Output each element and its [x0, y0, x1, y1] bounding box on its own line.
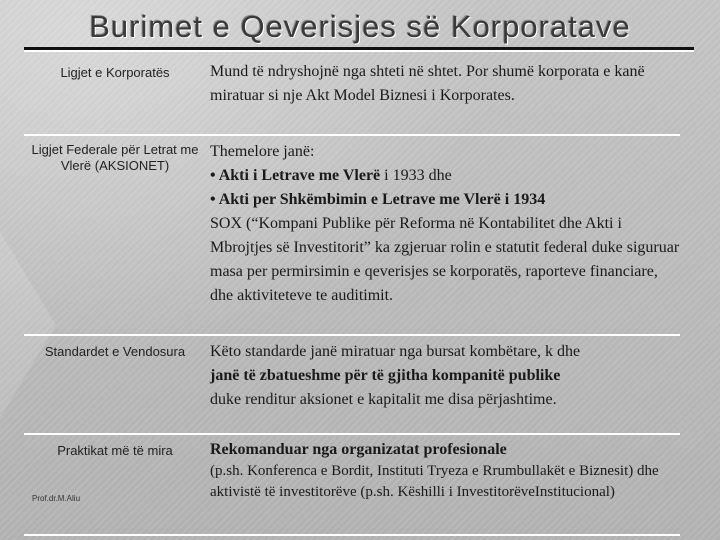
table-row-federal-securities [24, 136, 694, 332]
row-label-corporate-law: Ligjet e Korporatës [60, 65, 170, 80]
listing-standards-line-2: janë të zbatueshme për të gjitha kompanitë publike [210, 367, 561, 384]
bullet-securities-act-1933-bold: • Akti i Letrave me Vlerë [210, 167, 381, 184]
table-row-best-practices [24, 435, 694, 533]
row-text-best-practices [210, 439, 682, 503]
table-row-corporate-law [24, 55, 694, 133]
federal-securities-intro: Themelore janё: [210, 143, 315, 160]
row-text-corporate-law [210, 60, 682, 108]
row-text-federal-securities [210, 140, 682, 308]
bullet-exchange-act-1934: • Akti per Shkëmbimin e Letrave me Vlerë i 1934 [210, 191, 546, 208]
sox-paragraph: SOX (“Kompani Publike për Reforma në Kontabilitet dhe Akti i Mbrojtjes së Investitorit” ka zgjeruar rolin e statutit federal duke siguruar masa per permirsimin e qeverisjes se korporatës, raporteve financiare, dhe aktiviteteve te auditimit. [210, 215, 680, 304]
corporate-law-paragraph: Mund tё ndryshojnё nga shteti nё shtet. Por shumё korporata e kanё miratuar si nje Akt Model Biznesi i Korporates. [210, 63, 645, 104]
row-label-federal-securities: Ligjet Federale për Letrat me Vlerë (AKSIONET) [31, 142, 199, 173]
row-label-best-practices: Praktikat më të mira [57, 443, 173, 458]
best-practices-heading: Rekomanduar nga organizatat profesionale [210, 441, 507, 458]
author-footer: Prof.dr.M.Aliu [32, 494, 81, 503]
slide-title: Burimet e Qeverisjes së Korporatave [89, 9, 631, 44]
row-divider [24, 534, 680, 536]
best-practices-body: (p.sh. Konferenca e Bordit, Instituti Tryeza e Rrumbullakët e Biznesit) dhe aktivistë të investitorëve (p.sh. Kёshilli i InvestitorёveInstitucional) [210, 463, 659, 500]
bullet-securities-act-1933-tail: i 1933 dhe [380, 167, 452, 184]
bullet-securities-act-1933 [210, 164, 682, 188]
listing-standards-line-3: duke renditur aksionet e kapitalit me disa përjashtime. [210, 391, 557, 408]
row-text-listing-standards [210, 340, 682, 412]
table-row-listing-standards [24, 336, 694, 432]
listing-standards-line-1: Këto standarde janё miratuar nga bursat kombëtare, k dhe [210, 343, 581, 360]
title-rule [24, 47, 694, 50]
row-label-listing-standards: Standardet e Vendosura [44, 344, 186, 359]
